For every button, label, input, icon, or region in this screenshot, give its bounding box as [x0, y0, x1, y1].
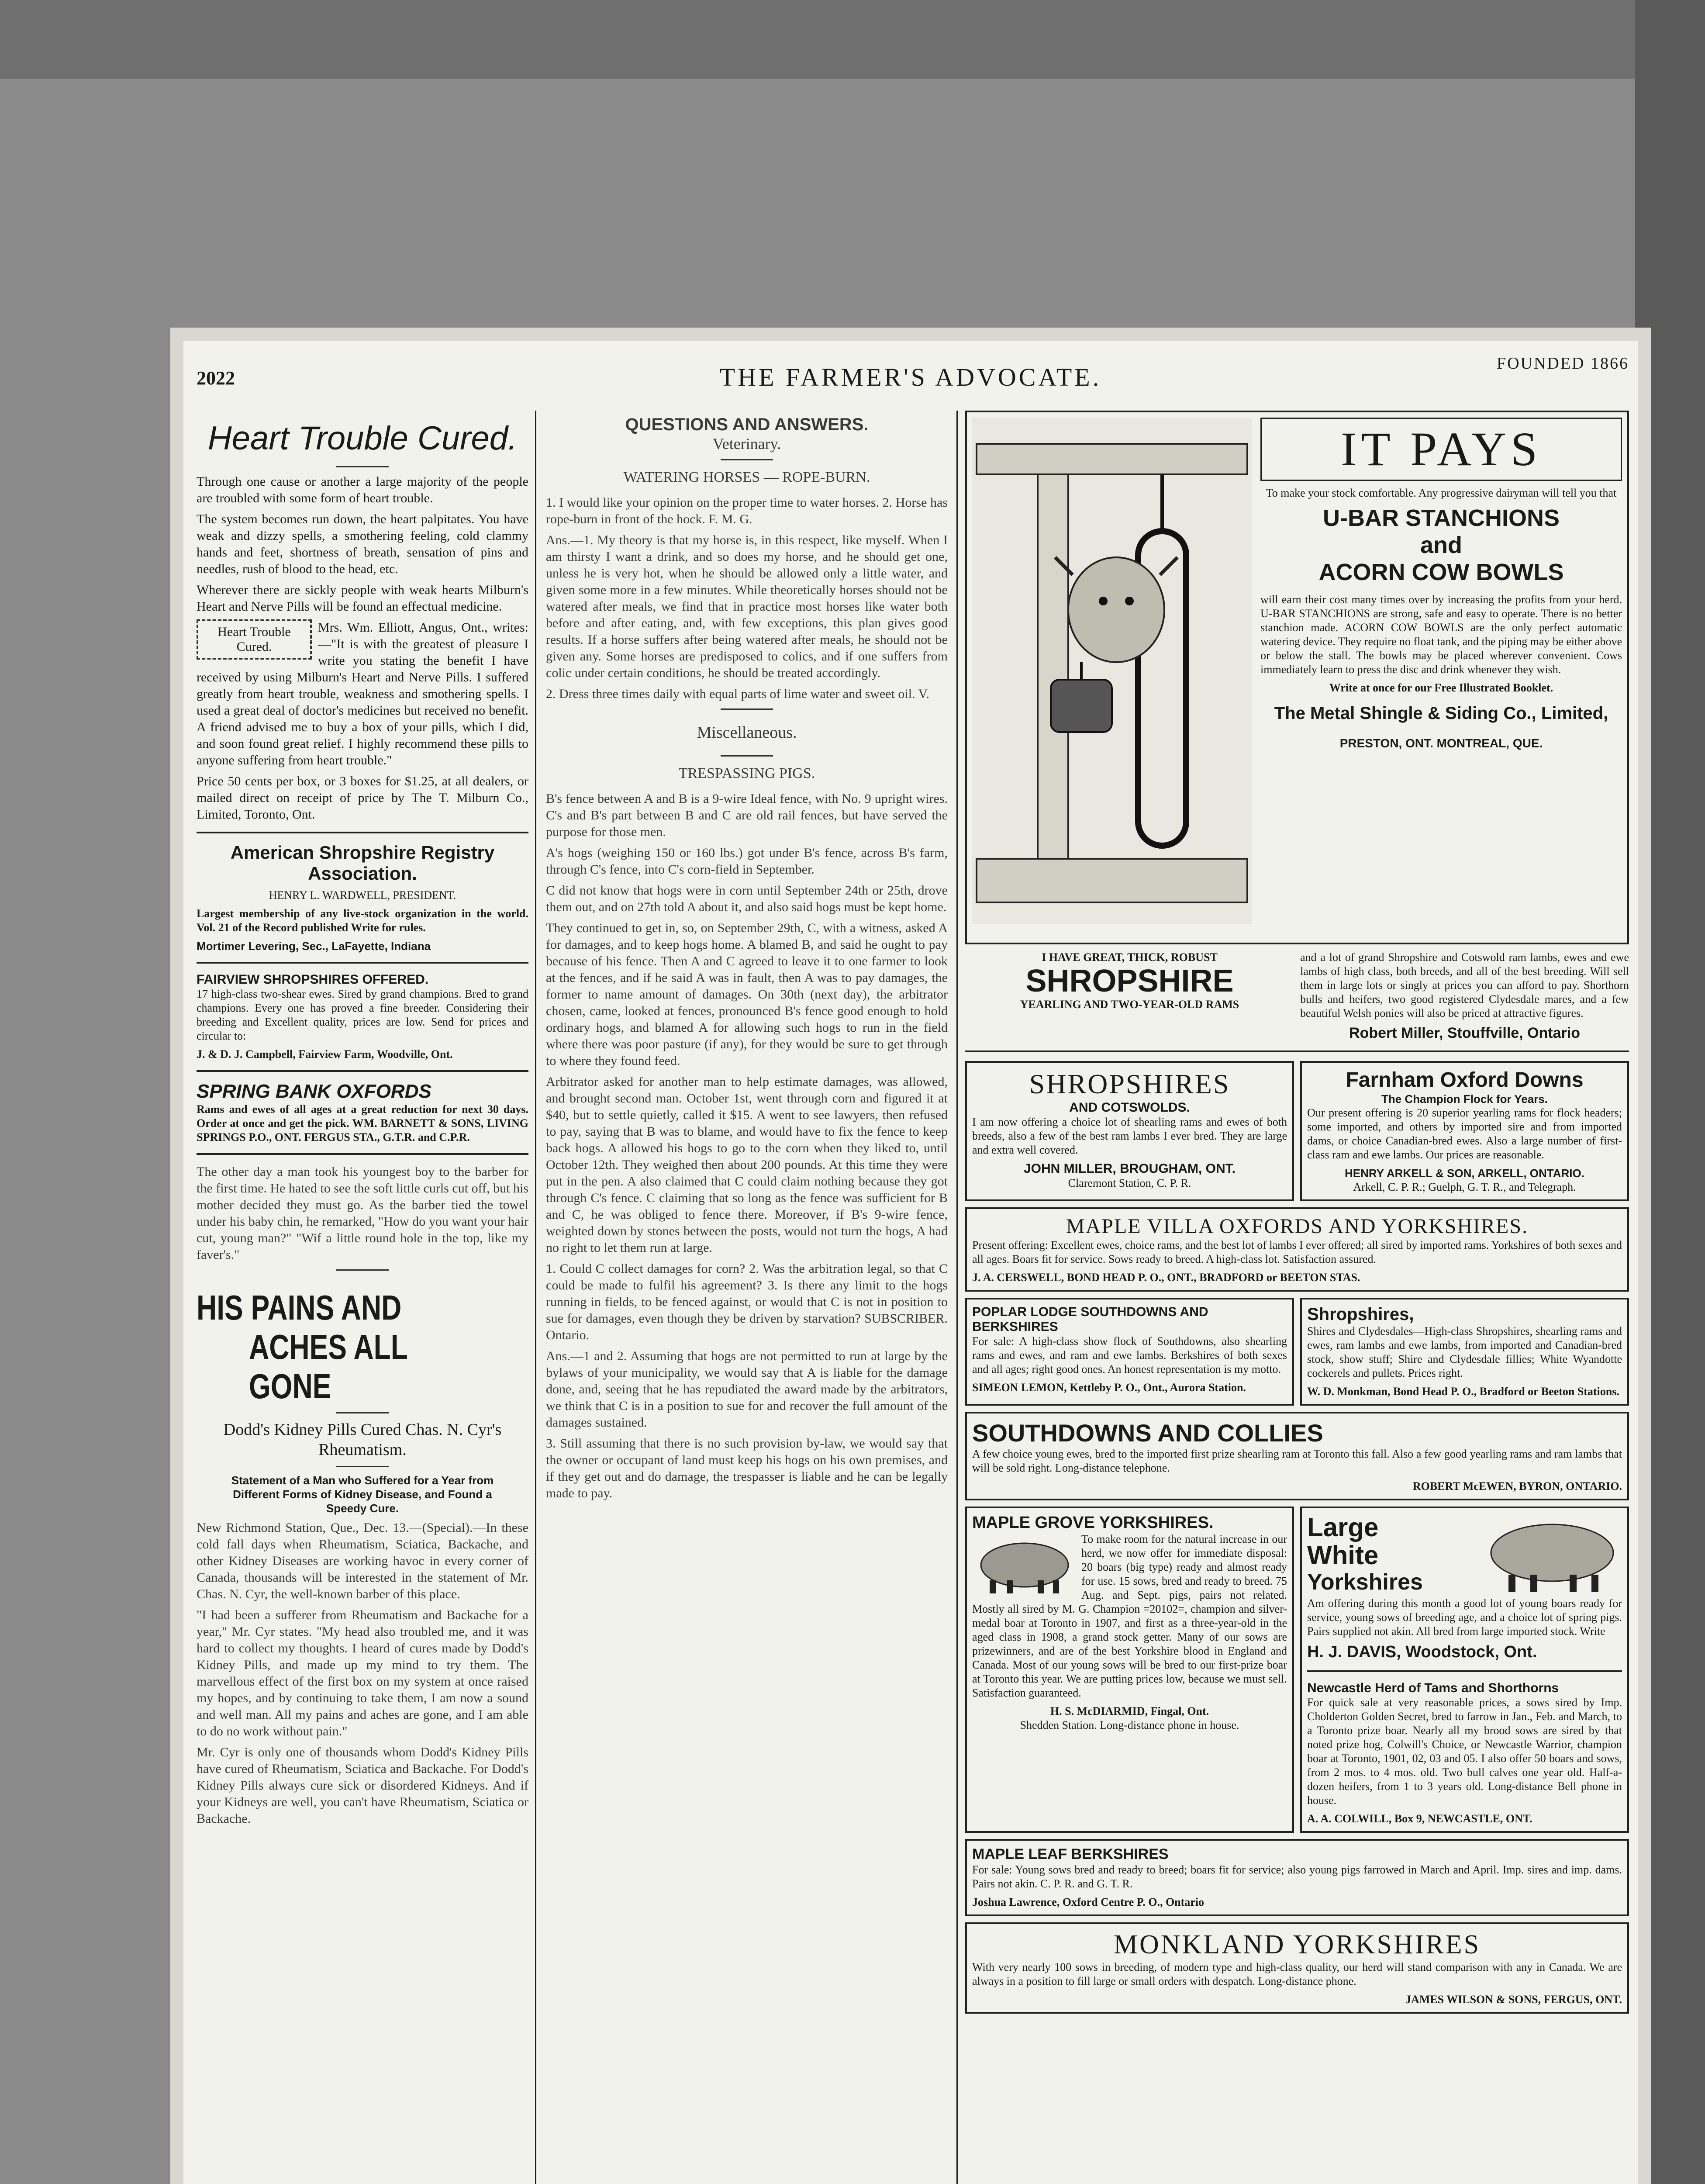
price-paragraph: Price 50 cents per box, or 3 boxes for $1.25, at all dealers, or mailed direct on receipt of price by The T. Milburn Co., Limited, Toronto, Ont. [197, 774, 528, 822]
divider [965, 1051, 1629, 1052]
divider [197, 1153, 528, 1155]
it-pays-title: IT PAYS [1260, 418, 1622, 481]
column-3 [965, 411, 1629, 2184]
poplar-title: POPLAR LODGE SOUTHDOWNS AND BERKSHIRES [972, 1305, 1208, 1334]
shrop-intro: I HAVE GREAT, THICK, ROBUST [1042, 951, 1218, 964]
masthead-title: THE FARMER'S ADVOCATE. [719, 363, 1102, 391]
u-bar-stanchions: U-BAR STANCHIONS [1323, 505, 1560, 531]
stanchion-illustration-icon [972, 418, 1252, 924]
scan-border-right [1635, 0, 1705, 2184]
assoc-secretary: Mortimer Levering, Sec., LaFayette, Indiana [197, 940, 431, 953]
shrop-big: SHROPSHIRE [1025, 964, 1234, 999]
article-paragraph: Through one cause or another a large majority of the people are troubled with some form of heart trouble. [197, 474, 528, 505]
page-number: 2022 [197, 367, 235, 389]
column-2 [546, 411, 948, 2184]
shrops-cots-sign: JOHN MILLER, BROUGHAM, ONT. [1024, 1161, 1236, 1176]
newcastle-title: Newcastle Herd of Tams and Shorthorns [1307, 1681, 1559, 1695]
it-pays-company: The Metal Shingle & Siding Co., Limited, [1274, 704, 1608, 723]
assoc-president: HENRY L. WARDWELL, PRESIDENT. [269, 889, 456, 902]
divider [721, 708, 773, 710]
trespassing-question: 1. Could C collect damages for corn? 2. Was the arbitration legal, so that C could be made to fulfil his agreement? 3. Is there any limit to the hogs running in fields, to be fenced against, or would that C is not in position to sue for damages, even though they be driven by starvation? SUBSCRIBER. Ontario. [546, 1261, 948, 1342]
large-white-3: Yorkshires [1307, 1569, 1423, 1595]
column-rule-2 [956, 411, 958, 2184]
fairview-sign: J. & D. J. Campbell, Fairview Farm, Woodville, Ont. [197, 1048, 453, 1061]
shrop-sign: Robert Miller, Stouffville, Ontario [1349, 1025, 1580, 1041]
newspaper-page [183, 341, 1638, 2184]
poplar-sign: SIMEON LEMON, Kettleby P. O., Ont., Aurora Station. [972, 1381, 1246, 1394]
southdowns-title: SOUTHDOWNS AND COLLIES [972, 1419, 1323, 1447]
watering-title: WATERING HORSES — ROPE-BURN. [623, 469, 870, 485]
testimonial-paragraph: Mrs. Wm. Elliott, Angus, Ont., writes:—"It is with the greatest of pleasure I write you stating the benefit I have received by using Milburn's Heart and Nerve Pills. I suffered greatly from heart trouble, weakness and smothering spells. I used a great deal of doctor's medicines but received no benefit. A friend advised me to buy a box of your pills, which I did, and soon found great relief. I highly recommend these pills to anyone suffering from heart trouble." [197, 620, 528, 767]
poplar-clydes-row [965, 1298, 1629, 1412]
and-label: and [1420, 532, 1462, 558]
trespassing-paragraph: They continued to get in, so, on September 29th, C, with a witness, asked A for damages, and to keep hogs home. A blamed B, and said he ought to pay because of his fence. Then A and C agreed to leave it to one farmer to look at the fences, and if he said A was in fault, then A was to pay damages, the former to name amount of damages. On 30th (next day), the arbitrator chosen, came, looked at fences, pronounced B's fence good enough to hold ordinary hogs, and blamed A for allowing such hogs to run in the field where there was poor pasture (if any), for they would be sure to get through to where they found feed. [546, 921, 948, 1068]
divider [336, 1466, 389, 1467]
column-1 [197, 411, 528, 2184]
watering-question: 1. I would like your opinion on the proper time to water horses. 2. Horse has rope-burn in front of the hock. F. M. G. [546, 495, 948, 526]
davis-body: Am offering during this month a good lot of young boars ready for service, young sows of breeding age, and a choice lot of spring pigs. Pairs supplied not akin. All bred from large imported stock. Write [1307, 1597, 1622, 1638]
davis-sign: H. J. DAVIS, Woodstock, Ont. [1307, 1643, 1537, 1661]
assoc-body: Largest membership of any live-stock organization in the world. Vol. 21 of the Record published Write for rules. [197, 907, 528, 934]
pains-subtitle: Dodd's Kidney Pills Cured Chas. N. Cyr's Rheumatism. [223, 1420, 502, 1459]
farnham-sign: HENRY ARKELL & SON, ARKELL, ONTARIO. [1345, 1167, 1584, 1180]
pains-paragraph: "I had been a sufferer from Rheumatism and Backache for a year," Mr. Cyr states. "My head also troubled me, and it was hard to collect my thoughts. I heard of cures made by Dodd's Kidney Pills, and made up my mind to try them. The marvellous effect of the first box on my system at once raised my hopes, and by continuing to take them, I am now a sound and well man. All my pains and aches are gone, and I am able to do no work without pain." [197, 1608, 528, 1738]
poplar-body: For sale: A high-class show flock of Southdowns, also shearling rams and ewes, and ram and ewe lambs. Berkshires of both sexes and all ages; right good ones. An honest representation is my motto. [972, 1335, 1287, 1375]
pains-paragraph: Mr. Cyr is only one of thousands whom Dodd's Kidney Pills have cured of Rheumatism, Sciatica and Backache. For Dodd's Kidney Pills always cure sick or disordered Kidneys. And if your Kidneys are well, you can't have Rheumatism, Sciatica or Backache. [197, 1745, 528, 1826]
divider [336, 466, 389, 467]
shrops-cots-sub: AND COTSWOLDS. [1069, 1100, 1190, 1115]
clydes-sign: W. D. Monkman, Bond Head P. O., Bradford or Beeton Stations. [1307, 1385, 1619, 1398]
assoc-title: American Shropshire Registry Association. [230, 842, 495, 884]
large-white-2: White [1307, 1541, 1379, 1570]
maple-grove-body: To make room for the natural increase in our herd, we now offer for immediate disposal: 20 boars (big type) ready and almost ready for use. 15 sows, bred and ready to breed. 75 Aug. and Sept. pigs, pairs not related. Mostly all sired by M. G. Champion =20102=, champion and silver-medal boar at Toronto in 1907, and first as a three-year-old in the aged class in 1908, a grand stock getter. Many of our sows are prizewinners, and are of the best Yorkshire blood in England and Canada. Most of our young sows will be bred to our first-prize boar at Toronto this year. We are putting prices low, because we must sell. Satisfaction guaranteed. [972, 1533, 1287, 1699]
it-pays-address: PRESTON, ONT. MONTREAL, QUE. [1339, 736, 1543, 750]
watering-answer: Ans.—1. My theory is that my horse is, in this respect, like myself. When I am thirsty I want a drink, and so does my horse, and he should get one, unless he is very hot, when he should be allowed only a little water, and given some more in a few minutes. While theoretically horses should not be watered after meals, we find that in practice most horses like water both before and after eating, and, with few exceptions, this plan gives good results. If a horse suffers after being watered after meals, he should not be given any. Some horses are predisposed to colics, and if one suffers from colic under certain conditions, he should be treated accordingly. [546, 533, 948, 680]
southdowns-body: A few choice young ewes, bred to the imported first prize shearling ram at Toronto this fall. Also a few good yearling rams and ram lambs that will be sold right. Long-distance telephone. [972, 1448, 1622, 1474]
divider [197, 1070, 528, 1072]
pains-statement: Statement of a Man who Suffered for a Year from Different Forms of Kidney Disease, and Found a Speedy Cure. [231, 1474, 494, 1515]
springbank-title: SPRING BANK OXFORDS [197, 1081, 431, 1102]
it-pays-ad [965, 411, 1629, 944]
springbank-body: Rams and ewes of all ages at a great reduction for next 30 days. Order at once and get the pick. WM. BARNETT & SONS, LIVING SPRINGS P.O., ONT. FERGUS STA., G.T.R. and C.P.R. [197, 1103, 528, 1144]
clydes-body: Shires and Clydesdales—High-class Shropshires, shearling rams and ewes, ram lambs and ewe lambs, from imported and Canadian-bred stock, show stuff; Shire and Clydesdale fillies; White Wyandotte cockerels and pullets. Prices right. [1307, 1325, 1622, 1379]
column-rule-1 [535, 411, 536, 2184]
trespassing-paragraph: B's fence between A and B is a 9-wire Ideal fence, with No. 9 upright wires. C's and B's part between B and C are old rail fences, but have served the purpose for those men. [546, 791, 948, 839]
shropshire-ad [965, 950, 1629, 1042]
maple-grove-title: MAPLE GROVE YORKSHIRES. [972, 1514, 1214, 1532]
farnham-title: Farnham Oxford Downs [1346, 1068, 1584, 1092]
qa-title: QUESTIONS AND ANSWERS. [625, 415, 869, 434]
joke-paragraph: The other day a man took his youngest boy to the barber for the first time. He hated to see the soft little curls cut off, but his mother decided they must go. As the barber tied the towel under his baby chin, he remarked, "How do you want your hair cut, young man?" "Wif a little round hole in the top, like my faver's." [197, 1165, 528, 1262]
monkland-title: MONKLAND YORKSHIRES [1113, 1930, 1481, 1959]
it-pays-cta: Write at once for our Free Illustrated Booklet. [1329, 681, 1553, 694]
trespassing-title: TRESPASSING PIGS. [678, 765, 815, 781]
pains-paragraph: New Richmond Station, Que., Dec. 13.—(Special).—In these cold fall days when Rheumatism, Sciatica, Backache, and other Kidney Diseases are working havoc in every corner of Canada, thousands will be interested in the statement of Mr. Chas. N. Cyr, the well-known barber of this place. [197, 1521, 528, 1601]
monkland-body: With very nearly 100 sows in breeding, of modern type and high-class quality, our herd will stand comparison with any in Canada. We are always in a position to fill large or small orders with despatch. Long-distance phone. [972, 1961, 1622, 1987]
trespassing-answer: Ans.—1 and 2. Assuming that hogs are not permitted to run at large by the bylaws of your municipality, we would say that A is liable for the damage done, and, seeing that he has repudiated the award made by the arbitrators, we think that C is in a position to sue for and recover the full amount of the damages sustained. [546, 1349, 948, 1430]
qa-subtitle: Veterinary. [712, 435, 781, 453]
maple-villa-ad [965, 1207, 1629, 1292]
maple-leaf-ad [965, 1839, 1629, 1916]
trespassing-answer: 3. Still assuming that there is no such provision by-law, we would say that the owner or occupant of land must keep his hogs on his own premises, and if they get out and do damage, the trespasser is liable and he can be legally made to pay. [546, 1436, 948, 1500]
it-pays-body: will earn their cost many times over by increasing the profits from your herd. U-BAR STANCHIONS are strong, safe and easy to operate. There is no better stanchion made. ACORN COW BOWLS are the only perfect automatic watering device. They require no float tank, and the piping may be either above or below the stall. The bowls may be placed wherever convenient. Cows immediately learn to press the disc and drink whenever they wish. [1260, 593, 1622, 676]
farnham-address: Arkell, C. P. R.; Guelph, G. T. R., and Telegraph. [1353, 1181, 1576, 1193]
divider [721, 459, 773, 460]
heart-trouble-title: Heart Trouble Cured. [207, 420, 518, 457]
newcastle-body: For quick sale at very reasonable prices, a sows sired by Imp. Cholderton Golden Secret, bred to farrow in Jan., Feb. and March, to a Toronto prize boar. Nearly all my brood sows are sired by that noted prize hog, Colwill's Choice, or Newcastle Warrior, champion boar at Toronto, 1901, 02, 03 and 05. I also offer 50 boars and sows, from 2 mos. to 4 mos. old. Two bull calves one year old. Half-a-dozen heifers, from 1 to 3 years old. Long-distance Bell phone in house. [1307, 1696, 1622, 1807]
southdowns-sign: ROBERT McEWEN, BYRON, ONTARIO. [1412, 1480, 1622, 1493]
shrop-body: and a lot of grand Shropshire and Cotswold ram lambs, ewes and ewe lambs of high class, both breeds, and all of the best breeding. Will sell them in large lots or singly at prices you can afford to pay. Shorthorn bulls and heifers, two good registered Clydesdale mares, and a few beautiful Welsh ponies will also be priced at attractive figures. [1300, 951, 1629, 1019]
page-header [183, 354, 1638, 393]
heart-trouble-box: Heart Trouble Cured. [197, 619, 312, 660]
pains-title-1: HIS PAINS AND [197, 1288, 402, 1327]
divider [197, 962, 528, 964]
divider [197, 832, 528, 833]
maple-villa-sign: J. A. CERSWELL, BOND HEAD P. O., ONT., BRADFORD or BEETON STAS. [972, 1271, 1360, 1284]
maple-leaf-body: For sale: Young sows bred and ready to breed; boars fit for service; also young pigs farrowed in March and April. Imp. sires and imp. dams. Pairs not akin. C. P. R. and G. T. R. [972, 1863, 1622, 1890]
maple-villa-title: MAPLE VILLA OXFORDS AND YORKSHIRES. [1066, 1215, 1529, 1238]
farnham-sub: The Champion Flock for Years. [1381, 1092, 1548, 1106]
pains-title-2: ACHES ALL GONE [249, 1327, 407, 1406]
divider [336, 1412, 389, 1413]
watering-answer: 2. Dress three times daily with equal parts of lime water and sweet oil. V. [546, 687, 929, 701]
article-paragraph: Wherever there are sickly people with weak hearts Milburn's Heart and Nerve Pills will be found an effectual medicine. [197, 583, 528, 614]
shrops-cots-station: Claremont Station, C. P. R. [1068, 1177, 1191, 1189]
large-white-1: Large [1307, 1514, 1379, 1542]
shrop-sub: YEARLING AND TWO-YEAR-OLD RAMS [1020, 998, 1239, 1011]
it-pays-intro: To make your stock comfortable. Any progressive dairyman will tell you that [1266, 487, 1617, 499]
trespassing-paragraph: Arbitrator asked for another man to help estimate damages, was allowed, and brought second man. October 1st, went through corn and figured it at $40, but to settle quietly, called it $15. A went to see lawyers, then refused to pay, saying that B was to blame, and would have to fix the fence to keep back hogs. A allowed his hogs to go to the corn when they liked to, until October 12th. They weighed then about 200 pounds. At this time they were put in the pen. A also claimed that C could claim nothing because they got through C's fence. C claiming that so long as the fence was sufficient for B and C, he was obliged to fence there. Moreover, if B's 9-wire fence, weighted down by stones between the posts, would not turn the hogs, A had no right to let them run at large. [546, 1075, 948, 1255]
scan-border-top [0, 0, 1705, 79]
shrops-cots-title: SHROPSHIRES [1029, 1068, 1230, 1099]
shrop-farnham-row [965, 1061, 1629, 1207]
divider [1307, 1670, 1622, 1672]
misc-title: Miscellaneous. [697, 723, 797, 742]
divider [336, 1269, 389, 1271]
monkland-ad [965, 1922, 1629, 2014]
divider [721, 755, 773, 757]
trespassing-paragraph: A's hogs (weighing 150 or 160 lbs.) got under B's fence, across B's farm, through C's fence, into C's corn-field in September. [546, 846, 948, 877]
newcastle-sign: A. A. COLWILL, Box 9, NEWCASTLE, ONT. [1307, 1812, 1532, 1825]
maple-grove-station: Shedden Station. Long-distance phone in house. [1020, 1719, 1239, 1731]
article-paragraph: The system becomes run down, the heart palpitates. You have weak and dizzy spells, a smothering feeling, cold clammy hands and feet, shortness of breath, sensation of pins and needles, rush of blood to the head, etc. [197, 512, 528, 576]
pig-icon [972, 1532, 1077, 1598]
shrops-cots-body: I am now offering a choice lot of shearling rams and ewes of both breeds, also a few of the best ram lambs I ever bred. They are large and extra well covered. [972, 1116, 1287, 1156]
maple-leaf-title: MAPLE LEAF BERKSHIRES [972, 1846, 1169, 1863]
clydes-title: Shropshires, [1307, 1305, 1414, 1324]
trespassing-paragraph: C did not know that hogs were in corn until September 24th or 25th, drove them out, and on 27th told A about it, and also said hogs must be kept home. [546, 883, 948, 914]
fairview-title: FAIRVIEW SHROPSHIRES OFFERED. [197, 972, 429, 987]
monkland-sign: JAMES WILSON & SONS, FERGUS, ONT. [1405, 1993, 1622, 2006]
hog-icon [1482, 1514, 1622, 1597]
yorkshire-row [965, 1507, 1629, 1839]
founded-note: FOUNDED 1866 [1496, 354, 1629, 373]
maple-villa-body: Present offering: Excellent ewes, choice rams, and the best lot of lambs I ever offered; all sired by imported rams. Yorkshires of both sexes and all ages. Boars fit for service. Sows ready to breed. A high-class lot. Satisfaction assured. [972, 1239, 1622, 1265]
maple-grove-sign: H. S. McDIARMID, Fingal, Ont. [1050, 1705, 1209, 1717]
farnham-body: Our present offering is 20 superior yearling rams for flock headers; some imported, and others by imported sire and from imported dams, or choice Canadian-bred ewes. Also a large number of first-class ram and ewe lambs. Our prices are reasonable. [1307, 1106, 1622, 1161]
fairview-body: 17 high-class two-shear ewes. Sired by grand champions. Bred to grand champions. Every one has proved a fine breeder. Considering their breeding and Excellent quality, prices are low. Send for prices and circular to: [197, 988, 528, 1042]
acorn-cow-bowls: ACORN COW BOWLS [1318, 559, 1564, 585]
maple-leaf-sign: Joshua Lawrence, Oxford Centre P. O., Ontario [972, 1896, 1205, 1908]
southdowns-ad [965, 1412, 1629, 1500]
